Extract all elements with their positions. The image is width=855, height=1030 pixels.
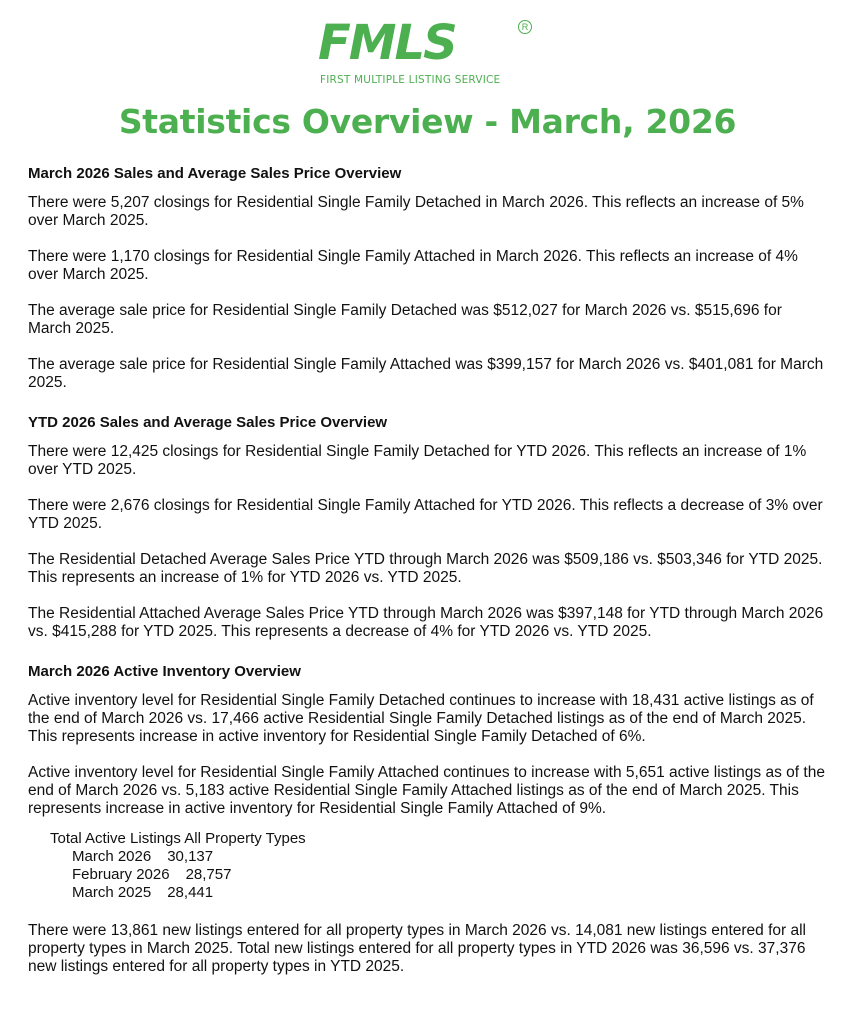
logo-mark: FMLS (318, 15, 456, 71)
page-title: Statistics Overview - March, 2026 (118, 102, 737, 141)
section-heading: March 2026 Active Inventory Overview (28, 663, 301, 680)
new-listings-paragraph: There were 13,861 new listings entered for all property types in March 2026 vs. 14,081 new listings entered for all property types in March 2025. Total new listings entered for all property types in YTD 2026 was 36,596 vs. 37,376 new listings entered for all property types in YTD 2025. (28, 922, 807, 975)
totals-row-value: 30,137 (167, 848, 214, 865)
totals-row-value: 28,757 (185, 866, 232, 883)
paragraph: The Residential Attached Average Sales Price YTD through March 2026 was $397,148 for YTD through March 2026 vs. $415,288 for YTD 2025. This represents a decrease of 4% for YTD 2026 vs. YTD 2025. (28, 605, 824, 640)
paragraph: There were 1,170 closings for Residential Single Family Attached in March 2026. This reflects an increase of 4% over March 2025. (28, 248, 798, 283)
section-heading: March 2026 Sales and Average Sales Price Overview (28, 165, 402, 182)
totals-row-label: March 2026 (72, 848, 152, 865)
section-march-sales (28, 165, 828, 392)
totals-row-label: February 2026 (72, 866, 170, 883)
totals-row-label: March 2025 (72, 884, 152, 901)
paragraph: The average sale price for Residential Single Family Detached was $512,027 for March 2026 vs. $515,696 for March 2025. (28, 302, 782, 337)
section-heading: YTD 2026 Sales and Average Sales Price Overview (28, 414, 388, 431)
section-ytd-sales (28, 414, 828, 641)
document-body (28, 165, 828, 994)
paragraph: There were 12,425 closings for Residential Single Family Detached for YTD 2026. This reflects an increase of 1% over YTD 2025. (28, 443, 807, 478)
fmls-logo (318, 16, 533, 92)
paragraph: The average sale price for Residential Single Family Attached was $399,157 for March 2026 vs. $401,081 for March 2025. (28, 356, 824, 391)
paragraph: Active inventory level for Residential Single Family Attached continues to increase with 5,651 active listings as of the end of March 2026 vs. 5,183 active Residential Single Family Attached listings as of the end of March 2025. This represents increase in active inventory for Residential Single Family Attached of 9%. (28, 764, 825, 817)
paragraph: There were 5,207 closings for Residential Single Family Detached in March 2026. This reflects an increase of 5% over March 2025. (28, 194, 804, 229)
totals-row (50, 884, 828, 902)
logo-tagline: FIRST MULTIPLE LISTING SERVICE (320, 74, 501, 86)
totals-row (50, 848, 828, 866)
paragraph: There were 2,676 closings for Residential Single Family Attached for YTD 2026. This reflects a decrease of 3% over YTD 2025. (28, 497, 823, 532)
totals-row-value: 28,441 (167, 884, 214, 901)
registered-trademark-icon: R (518, 20, 532, 34)
paragraph: Active inventory level for Residential Single Family Detached continues to increase with 18,431 active listings as of the end of March 2026 vs. 17,466 active Residential Single Family Detached listings as of the end of March 2025. This represents increase in active inventory for Residential Single Family Detached of 6%. (28, 692, 814, 745)
totals-heading: Total Active Listings All Property Types (50, 830, 306, 847)
section-active-inventory (28, 663, 828, 818)
paragraph: The Residential Detached Average Sales Price YTD through March 2026 was $509,186 vs. $503,346 for YTD 2025. This represents an increase of 1% for YTD 2026 vs. YTD 2025. (28, 551, 823, 586)
total-active-listings (50, 830, 828, 902)
totals-row (50, 866, 828, 884)
